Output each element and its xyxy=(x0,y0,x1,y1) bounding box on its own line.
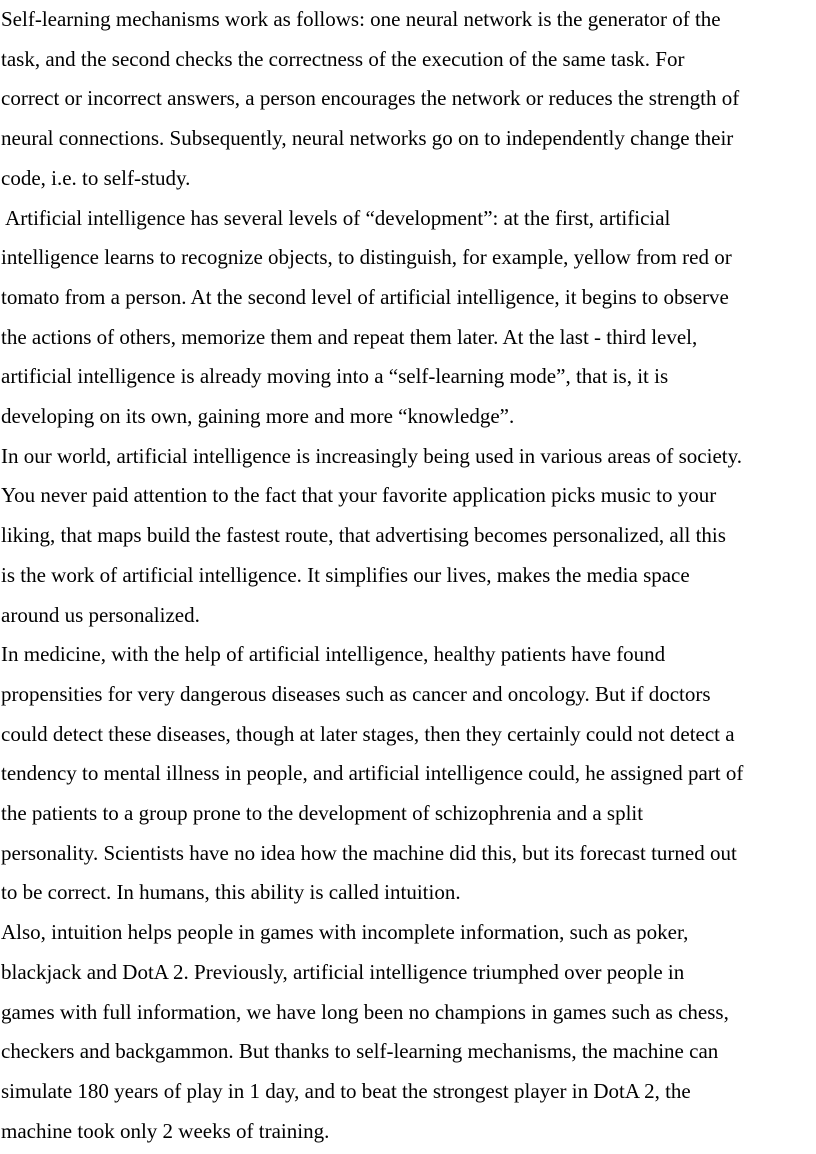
text-line: In our world, artificial intelligence is increasingly being used in various areas of society. xyxy=(1,443,742,468)
text-line: blackjack and DotA 2. Previously, artificial intelligence triumphed over people in xyxy=(1,959,685,984)
text-line: tomato from a person. At the second level of artificial intelligence, it begins to observe xyxy=(1,284,729,309)
text-line: is the work of artificial intelligence. It simplifies our lives, makes the media space xyxy=(1,562,690,587)
text-line: simulate 180 years of play in 1 day, and to beat the strongest player in DotA 2, the xyxy=(1,1078,691,1103)
text-line: developing on its own, gaining more and more “knowledge”. xyxy=(1,404,515,429)
text-line: games with full information, we have long been no champions in games such as chess, xyxy=(1,999,729,1024)
paragraph-self-learning xyxy=(1,0,816,199)
text-line: code, i.e. to self-study. xyxy=(1,165,191,190)
text-line: Artificial intelligence has several levels of “development”: at the first, artificial xyxy=(1,205,671,230)
text-line: intelligence learns to recognize objects, to distinguish, for example, yellow from red or xyxy=(1,245,732,270)
text-line: correct or incorrect answers, a person encourages the network or reduces the strength of xyxy=(1,86,740,111)
text-line: personality. Scientists have no idea how the machine did this, but its forecast turned out xyxy=(1,840,737,865)
paragraph-society xyxy=(1,437,816,636)
text-line: neural connections. Subsequently, neural networks go on to independently change their xyxy=(1,126,734,151)
text-line: around us personalized. xyxy=(1,602,200,627)
text-line: Self-learning mechanisms work as follows: one neural network is the generator of the xyxy=(1,7,721,31)
text-line: tendency to mental illness in people, and artificial intelligence could, he assigned part of xyxy=(1,761,744,786)
text-line: the patients to a group prone to the development of schizophrenia and a split xyxy=(1,801,644,826)
text-line: checkers and backgammon. But thanks to self-learning mechanisms, the machine can xyxy=(1,1039,719,1064)
text-line: In medicine, with the help of artificial intelligence, healthy patients have found xyxy=(1,642,666,667)
text-line: Also, intuition helps people in games with incomplete information, such as poker, xyxy=(1,920,689,945)
paragraph-games xyxy=(1,913,816,1151)
text-line: propensities for very dangerous diseases such as cancer and oncology. But if doctors xyxy=(1,681,711,706)
text-line: task, and the second checks the correctness of the execution of the same task. For xyxy=(1,46,685,71)
text-line: could detect these diseases, though at later stages, then they certainly could not detect a xyxy=(1,721,735,746)
text-line: You never paid attention to the fact that your favorite application picks music to your xyxy=(1,483,717,508)
text-line: the actions of others, memorize them and repeat them later. At the last - third level, xyxy=(1,324,698,349)
text-line: liking, that maps build the fastest route, that advertising becomes personalized, all this xyxy=(1,523,726,548)
paragraph-medicine xyxy=(1,635,816,913)
text-line: to be correct. In humans, this ability is called intuition. xyxy=(1,880,461,905)
text-line: machine took only 2 weeks of training. xyxy=(1,1118,330,1143)
paragraph-levels xyxy=(1,199,816,437)
text-line: artificial intelligence is already moving into a “self-learning mode”, that is, it is xyxy=(1,364,669,389)
